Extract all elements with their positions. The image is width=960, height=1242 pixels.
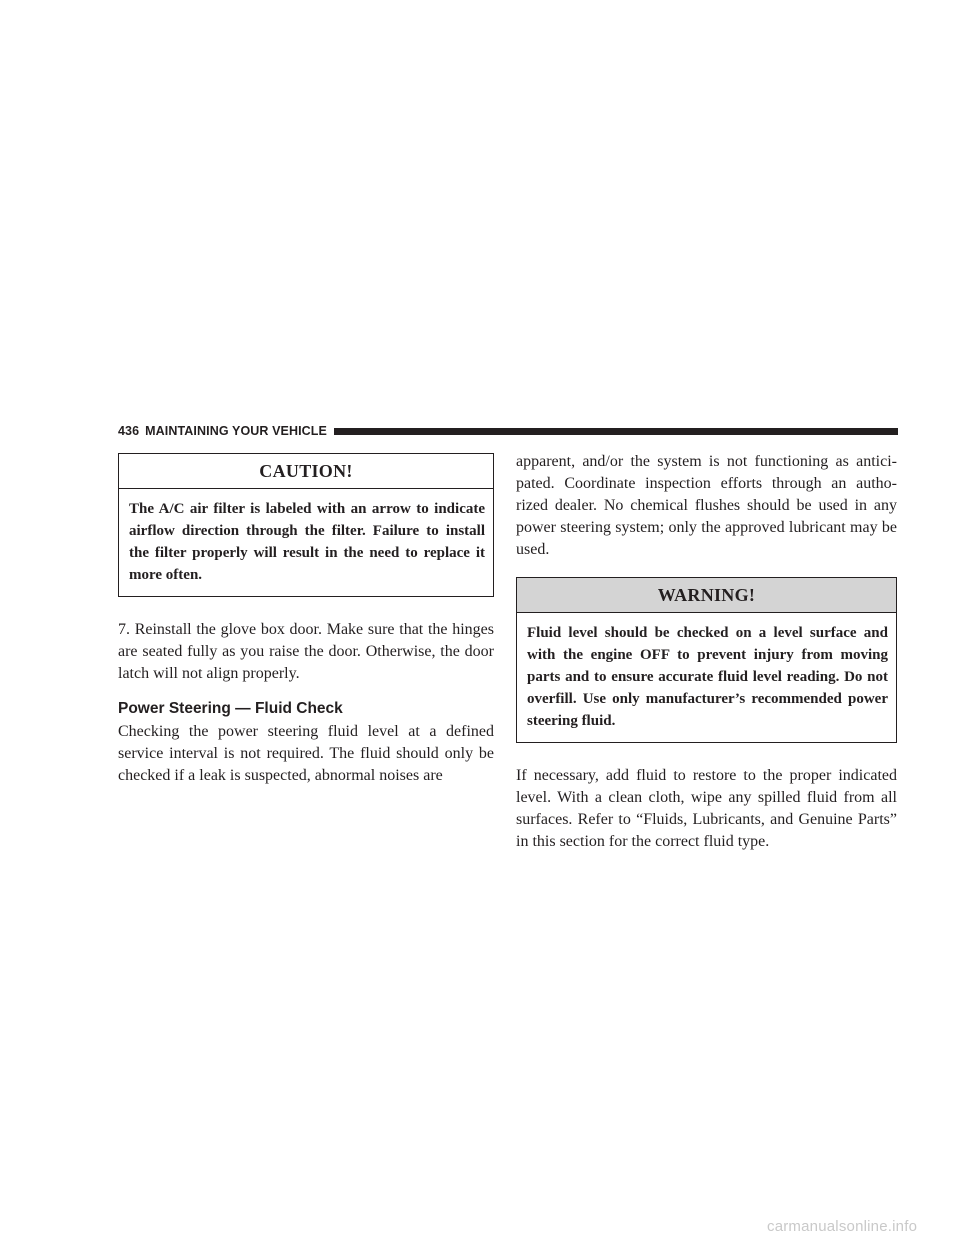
power-steering-text: Checking the power steering fluid level at a defined service interval is not required. The fluid should only be checked if a leak is suspected, abnormal noises are bbox=[118, 723, 494, 784]
closing-text: If necessary, add fluid to restore to the proper indicated level. With a clean cloth, wipe any spilled fluid from all surfaces. Refer to “Fluids, Lubricants, and Genuine Parts” in this section for the correct fluid type. bbox=[516, 767, 897, 850]
warning-text: Fluid level should be checked on a level surface and with the engine OFF to prevent injury from moving parts and to ensure accurate fluid level reading. Do not overfill. Use only manufacturer’s recommended power steering fluid. bbox=[527, 625, 888, 729]
right-column bbox=[516, 451, 897, 853]
caution-box bbox=[118, 453, 494, 597]
left-column bbox=[118, 453, 494, 787]
warning-box bbox=[516, 577, 897, 743]
section-title: MAINTAINING YOUR VEHICLE bbox=[145, 424, 327, 438]
step-7-text: 7. Reinstall the glove box door. Make sure that the hinges are seated fully as you raise the door. Otherwise, the door latch will not align properly. bbox=[118, 621, 494, 682]
header-rule bbox=[334, 428, 898, 435]
page-number: 436 bbox=[118, 424, 140, 438]
continued-text: apparent, and/or the system is not functioning as antici- pated. Coordinate inspection efforts through an autho- rized dealer. No chemical flushes should be used in any power steering system; only the approved lubricant may be used. bbox=[516, 453, 897, 558]
watermark: carmanualsonline.info bbox=[767, 1218, 918, 1235]
running-header bbox=[118, 423, 898, 439]
caution-title: CAUTION! bbox=[119, 454, 493, 489]
caution-text: The A/C air filter is labeled with an arrow to indicate airflow direction through the filter. Failure to install the filter properly will result in the need to replace it more often. bbox=[129, 501, 485, 583]
power-steering-heading: Power Steering — Fluid Check bbox=[118, 700, 343, 717]
warning-title: WARNING! bbox=[517, 578, 896, 613]
